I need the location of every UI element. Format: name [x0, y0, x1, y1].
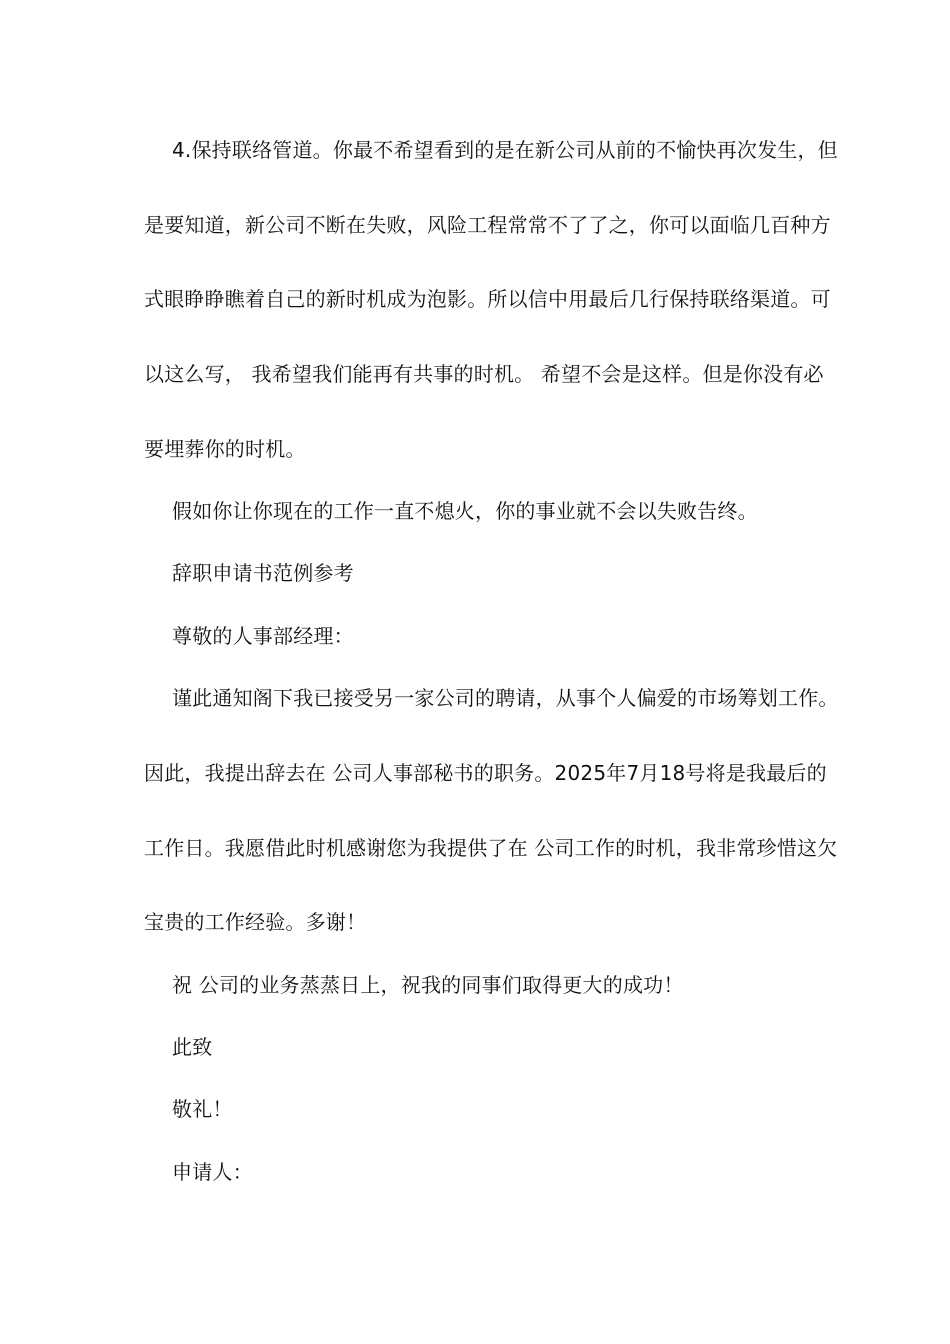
applicant-label: 申请人： — [172, 1160, 253, 1184]
wish-line: 祝 公司的业务蒸蒸日上，祝我的同事们取得更大的成功！ — [172, 973, 684, 997]
closing-line-2: 敬礼！ — [172, 1097, 233, 1121]
paragraph-1-line-5: 要埋葬你的时机。 — [144, 437, 306, 461]
paragraph-1-line-4: 以这么写， 我希望我们能再有共事的时机。 希望不会是这样。但是你没有必 — [144, 362, 824, 386]
paragraph-1-line-3: 式眼睁睁瞧着自己的新时机成为泡影。所以信中用最后几行保持联络渠道。可 — [144, 287, 831, 311]
paragraph-1-line-1: 4.保持联络管道。你最不希望看到的是在新公司从前的不愉快再次发生，但 — [172, 138, 838, 162]
body-line-4: 宝贵的工作经验。多谢！ — [144, 910, 367, 934]
paragraph-2: 假如你让你现在的工作一直不熄火，你的事业就不会以失败告终。 — [172, 499, 758, 523]
body-line-2: 因此，我提出辞去在 公司人事部秘书的职务。2025年7月18号将是我最后的 — [144, 761, 827, 785]
paragraph-1-line-2: 是要知道，新公司不断在失败，风险工程常常不了了之，你可以面临几百种方 — [144, 213, 831, 237]
section-title: 辞职申请书范例参考 — [172, 561, 354, 585]
body-line-1: 谨此通知阁下我已接受另一家公司的聘请，从事个人偏爱的市场筹划工作。 — [172, 686, 839, 710]
closing-line-1: 此致 — [172, 1035, 213, 1059]
body-line-3: 工作日。我愿借此时机感谢您为我提供了在 公司工作的时机，我非常珍惜这欠 — [144, 836, 838, 860]
salutation: 尊敬的人事部经理： — [172, 624, 354, 648]
